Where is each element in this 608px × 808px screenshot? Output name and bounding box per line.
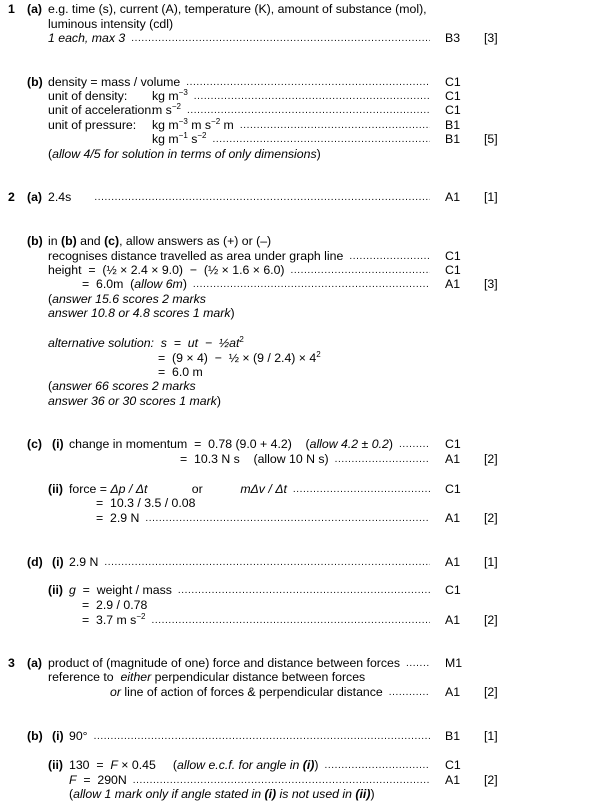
mark-scheme-line <box>0 511 608 526</box>
text-segment: luminous intensity (cdl) <box>48 17 174 31</box>
text-segment: = (9 × 4) − ½ × (9 / 2.4) × 4 <box>158 351 317 365</box>
text-segment: 90° <box>69 729 88 743</box>
mark-code: A1 <box>445 555 461 569</box>
mark-scheme-line <box>0 2 608 17</box>
total-marks: [3] <box>484 277 498 291</box>
unit-label: unit of pressure: <box>48 118 137 132</box>
text-segment: −2 <box>197 131 207 140</box>
text-segment: force = <box>69 482 111 496</box>
text-segment: allow 1 mark only if angle stated in <box>73 787 265 801</box>
answer-content <box>48 292 206 307</box>
subpart-label: (i) <box>52 555 64 569</box>
mark-scheme-line <box>0 394 608 409</box>
total-marks: [2] <box>484 773 498 787</box>
answer-content <box>110 685 430 700</box>
mark-scheme-line <box>0 773 608 788</box>
answer-content <box>158 365 203 380</box>
text-segment: 2 <box>239 335 244 344</box>
answer-content <box>82 277 430 292</box>
mark-scheme-line <box>0 292 608 307</box>
text-segment: F <box>110 758 118 772</box>
answer-content <box>82 613 430 628</box>
mark-code: C1 <box>445 75 461 89</box>
total-marks: [2] <box>484 511 498 525</box>
answer-content <box>96 511 430 526</box>
answer-text <box>48 89 188 104</box>
mark-scheme-line <box>0 118 608 133</box>
text-segment: perpendicular distance between forces <box>151 670 366 684</box>
answer-content <box>48 263 430 278</box>
text-segment: m s <box>187 118 212 132</box>
mark-code: C1 <box>445 437 461 451</box>
text-segment: −1 <box>178 131 188 140</box>
text-segment: allow 6m <box>134 277 183 291</box>
mark-code: C1 <box>445 583 461 597</box>
mark-code: C1 <box>445 263 461 277</box>
text-segment: ) <box>388 437 393 451</box>
answer-content <box>48 379 196 394</box>
subpart-label: (i) <box>52 437 64 451</box>
text-segment: allow 4/5 for solution in terms of only dimensions <box>52 147 317 161</box>
mark-scheme-line <box>0 437 608 452</box>
mark-code: A1 <box>445 613 461 627</box>
text-segment: in <box>48 234 61 248</box>
answer-content <box>69 773 430 788</box>
dot-leader <box>94 190 430 205</box>
text-segment: (ii) <box>355 787 371 801</box>
part-label: (a) <box>27 656 43 670</box>
dot-leader <box>212 132 430 147</box>
unit-label: unit of density: <box>48 89 128 103</box>
mark-code: C1 <box>445 89 461 103</box>
mark-scheme-line <box>0 132 608 147</box>
answer-text <box>48 103 181 118</box>
mark-scheme-line <box>0 103 608 118</box>
answer-content <box>69 555 430 570</box>
text-segment: F <box>69 773 77 787</box>
text-segment: 130 = <box>69 758 111 772</box>
question-number: 1 <box>8 2 15 16</box>
total-marks: [1] <box>484 190 498 204</box>
mark-scheme-line <box>0 190 608 205</box>
dot-leader <box>193 277 430 292</box>
answer-content <box>180 452 430 467</box>
dot-leader <box>104 555 430 570</box>
mark-scheme-line <box>0 75 608 90</box>
answer-content <box>69 437 430 452</box>
text-segment: m s <box>152 103 172 117</box>
answer-text <box>110 685 383 700</box>
mark-scheme-line <box>0 147 608 162</box>
dot-leader <box>133 773 430 788</box>
dot-leader <box>194 89 430 104</box>
part-label: (c) <box>27 437 43 451</box>
text-segment: e.g. time (s), current (A), temperature (K), amount of substance (mol), <box>48 2 427 16</box>
text-segment: allow e.c.f. for angle in <box>177 758 303 772</box>
answer-content <box>48 656 430 671</box>
answer-content <box>69 482 430 497</box>
answer-content <box>48 336 244 351</box>
text-segment: ) <box>216 394 221 408</box>
answer-text <box>48 394 221 409</box>
mark-scheme-line <box>0 365 608 380</box>
text-segment: product of (magnitude of one) force and distance between forces <box>48 656 401 670</box>
dot-leader <box>240 118 430 133</box>
text-segment: (i) <box>302 758 315 772</box>
mark-code: A1 <box>445 277 461 291</box>
text-segment: 2.9 N <box>69 555 99 569</box>
text-segment: = 10.3 / 3.5 / 0.08 <box>96 496 196 510</box>
dot-leader <box>145 511 430 526</box>
mark-code: C1 <box>445 482 461 496</box>
dot-leader <box>187 103 430 118</box>
dot-leader <box>94 729 430 744</box>
dot-leader <box>131 31 430 46</box>
text-segment: (b) <box>61 234 77 248</box>
mark-scheme-line <box>0 89 608 104</box>
text-segment: density = mass / volume <box>48 75 181 89</box>
text-segment: −2 <box>211 117 221 126</box>
answer-content <box>48 31 430 46</box>
answer-text <box>69 758 319 773</box>
dot-leader <box>349 249 430 264</box>
answer-text <box>69 729 88 744</box>
mark-code: B3 <box>445 31 461 45</box>
answer-content <box>48 670 365 685</box>
part-label: (b) <box>27 234 43 248</box>
dot-leader <box>151 613 430 628</box>
mark-scheme-line <box>0 277 608 292</box>
text-segment: (i) <box>264 787 277 801</box>
text-segment: ( <box>48 292 53 306</box>
answer-content <box>48 234 271 249</box>
answer-text <box>48 379 196 394</box>
unit-label: unit of acceleration: <box>48 103 155 117</box>
text-segment: ) <box>370 787 375 801</box>
text-segment: 2.4s <box>48 190 89 204</box>
total-marks: [1] <box>484 729 498 743</box>
answer-text <box>48 249 343 264</box>
answer-text <box>96 511 139 526</box>
mark-scheme-line <box>0 656 608 671</box>
text-segment: kg m <box>152 132 179 146</box>
mark-scheme-line <box>0 787 608 802</box>
answer-text <box>69 555 98 570</box>
part-label: (a) <box>27 190 43 204</box>
dot-leader <box>335 452 430 467</box>
answer-content <box>48 306 235 321</box>
text-segment: mΔv / Δt <box>240 482 287 496</box>
answer-text <box>180 452 329 467</box>
mark-scheme-line <box>0 613 608 628</box>
answer-text <box>48 336 244 351</box>
text-segment: and <box>76 234 105 248</box>
text-segment: kg m <box>152 89 179 103</box>
dot-leader <box>293 482 430 497</box>
text-segment: = 3.7 m s <box>82 613 137 627</box>
subpart-label: (ii) <box>48 583 64 597</box>
text-segment: −2 <box>171 102 181 111</box>
text-segment: = 6.0m ( <box>82 277 135 291</box>
text-segment: change in momentum = 0.78 (9.0 + 4.2) ( <box>69 437 310 451</box>
text-segment: ( <box>48 147 53 161</box>
mark-code: A1 <box>445 773 461 787</box>
total-marks: [2] <box>484 685 498 699</box>
text-segment: = 6.0 m <box>158 365 203 379</box>
answer-content <box>48 17 173 32</box>
answer-text <box>48 670 365 685</box>
text-segment: answer 66 scores 2 marks <box>52 379 196 393</box>
answer-content <box>48 147 321 162</box>
text-segment: reference to <box>48 670 121 684</box>
mark-code: C1 <box>445 103 461 117</box>
mark-code: B1 <box>445 729 461 743</box>
answer-content <box>48 2 427 17</box>
text-segment: answer 15.6 scores 2 marks <box>52 292 206 306</box>
answer-text <box>69 787 375 802</box>
answer-content <box>48 89 430 104</box>
total-marks: [2] <box>484 613 498 627</box>
text-segment: ) <box>230 306 235 320</box>
text-segment: = weight / mass <box>75 583 172 597</box>
text-segment: kg m <box>152 118 179 132</box>
text-segment: 2 <box>316 350 321 359</box>
text-segment: allow 4.2 ± 0.2 <box>309 437 389 451</box>
mark-scheme-line <box>0 336 608 351</box>
answer-content <box>69 787 375 802</box>
mark-scheme-line <box>0 685 608 700</box>
answer-content <box>158 351 321 366</box>
answer-text <box>48 75 180 90</box>
question-number: 3 <box>8 656 15 670</box>
mark-code: B1 <box>445 132 461 146</box>
dot-leader <box>406 656 430 671</box>
part-label: (d) <box>27 555 43 569</box>
text-segment: = 2.9 / 0.78 <box>82 598 148 612</box>
mark-code: B1 <box>445 118 461 132</box>
text-segment: = 10.3 N s (allow 10 N s) <box>180 452 329 466</box>
text-segment: = 290N <box>76 773 127 787</box>
subpart-label: (ii) <box>48 758 64 772</box>
answer-content <box>48 103 430 118</box>
mark-scheme-line <box>0 234 608 249</box>
mark-scheme-line <box>0 670 608 685</box>
mark-code: C1 <box>445 249 461 263</box>
answer-text <box>69 437 393 452</box>
total-marks: [1] <box>484 555 498 569</box>
mark-scheme-line <box>0 583 608 598</box>
answer-content <box>48 132 430 147</box>
answer-content <box>48 249 430 264</box>
mark-scheme-line <box>0 17 608 32</box>
text-segment: s <box>187 132 198 146</box>
dot-leader <box>399 437 430 452</box>
answer-text <box>48 190 88 205</box>
answer-text <box>82 598 147 613</box>
answer-text <box>48 31 125 46</box>
answer-content <box>48 75 430 90</box>
mark-scheme-line <box>0 452 608 467</box>
answer-text <box>158 351 321 366</box>
answer-content <box>48 118 430 133</box>
mark-code: A1 <box>445 190 461 204</box>
answer-text <box>69 482 287 497</box>
dot-leader <box>389 685 430 700</box>
text-segment: or <box>147 482 241 496</box>
mark-scheme-line <box>0 555 608 570</box>
mark-scheme-line <box>0 496 608 511</box>
mark-code: C1 <box>445 758 461 772</box>
mark-scheme-line <box>0 379 608 394</box>
question-number: 2 <box>8 190 15 204</box>
text-segment: × 0.45 ( <box>117 758 178 772</box>
text-segment: or <box>110 685 121 699</box>
text-segment: (c) <box>104 234 120 248</box>
dot-leader <box>325 758 430 773</box>
text-segment: ) <box>314 758 319 772</box>
answer-text <box>48 306 235 321</box>
text-segment: −2 <box>136 612 146 621</box>
subpart-label: (ii) <box>48 482 64 496</box>
answer-text <box>96 496 195 511</box>
mark-code: A1 <box>445 511 461 525</box>
mark-code: A1 <box>445 452 461 466</box>
answer-text <box>48 292 206 307</box>
total-marks: [2] <box>484 452 498 466</box>
part-label: (b) <box>27 729 43 743</box>
answer-text <box>69 583 172 598</box>
mark-scheme-line <box>0 249 608 264</box>
answer-text <box>82 613 145 628</box>
answer-text <box>158 365 203 380</box>
subpart-label: (i) <box>52 729 64 743</box>
part-label: (b) <box>27 75 43 89</box>
answer-text <box>82 277 187 292</box>
part-label: (a) <box>27 2 43 16</box>
answer-content <box>69 583 430 598</box>
dot-leader <box>291 263 430 278</box>
text-segment: = 2.9 N <box>96 511 140 525</box>
mark-scheme-line <box>0 31 608 46</box>
text-segment: is not used in <box>276 787 356 801</box>
answer-content <box>48 190 430 205</box>
text-segment: alternative solution: s = ut − ½at <box>48 336 240 350</box>
text-segment: m <box>220 118 234 132</box>
text-segment: ( <box>69 787 74 801</box>
text-segment: ) <box>182 277 187 291</box>
text-segment: g <box>69 583 76 597</box>
text-segment: recognises distance travelled as area under graph line <box>48 249 344 263</box>
answer-text <box>48 132 206 147</box>
answer-text <box>48 17 173 32</box>
text-segment: Δp / Δt <box>110 482 148 496</box>
total-marks: [3] <box>484 31 498 45</box>
text-segment: either <box>120 670 152 684</box>
answer-text <box>48 656 400 671</box>
mark-scheme-line <box>0 758 608 773</box>
answer-text <box>69 773 127 788</box>
text-segment: height = (½ × 2.4 × 9.0) − (½ × 1.6 × 6.0) <box>48 263 285 277</box>
text-segment: line of action of forces & perpendicular distance <box>120 685 383 699</box>
answer-content <box>69 729 430 744</box>
mark-scheme-line <box>0 351 608 366</box>
answer-content <box>48 394 221 409</box>
text-segment: , allow answers as (+) or (–) <box>119 234 272 248</box>
dot-leader <box>178 583 430 598</box>
answer-content <box>96 496 195 511</box>
total-marks: [5] <box>484 132 498 146</box>
mark-code: A1 <box>445 685 461 699</box>
answer-text <box>48 147 321 162</box>
text-segment: ) <box>316 147 321 161</box>
text-segment: ( <box>48 379 53 393</box>
mark-scheme-line <box>0 482 608 497</box>
text-segment: −3 <box>178 88 188 97</box>
dot-leader <box>186 75 430 90</box>
answer-text <box>48 234 271 249</box>
mark-scheme-line <box>0 729 608 744</box>
answer-text <box>48 263 285 278</box>
text-segment: answer 36 or 30 scores 1 mark <box>48 394 217 408</box>
answer-text <box>48 2 427 17</box>
text-segment: −3 <box>178 117 188 126</box>
text-segment: answer 10.8 or 4.8 scores 1 mark <box>48 306 231 320</box>
text-segment: 1 each, max 3 <box>48 31 126 45</box>
mark-scheme-line <box>0 598 608 613</box>
answer-content <box>69 758 430 773</box>
answer-content <box>82 598 147 613</box>
mark-code: M1 <box>445 656 463 670</box>
mark-scheme-line <box>0 306 608 321</box>
mark-scheme-line <box>0 263 608 278</box>
